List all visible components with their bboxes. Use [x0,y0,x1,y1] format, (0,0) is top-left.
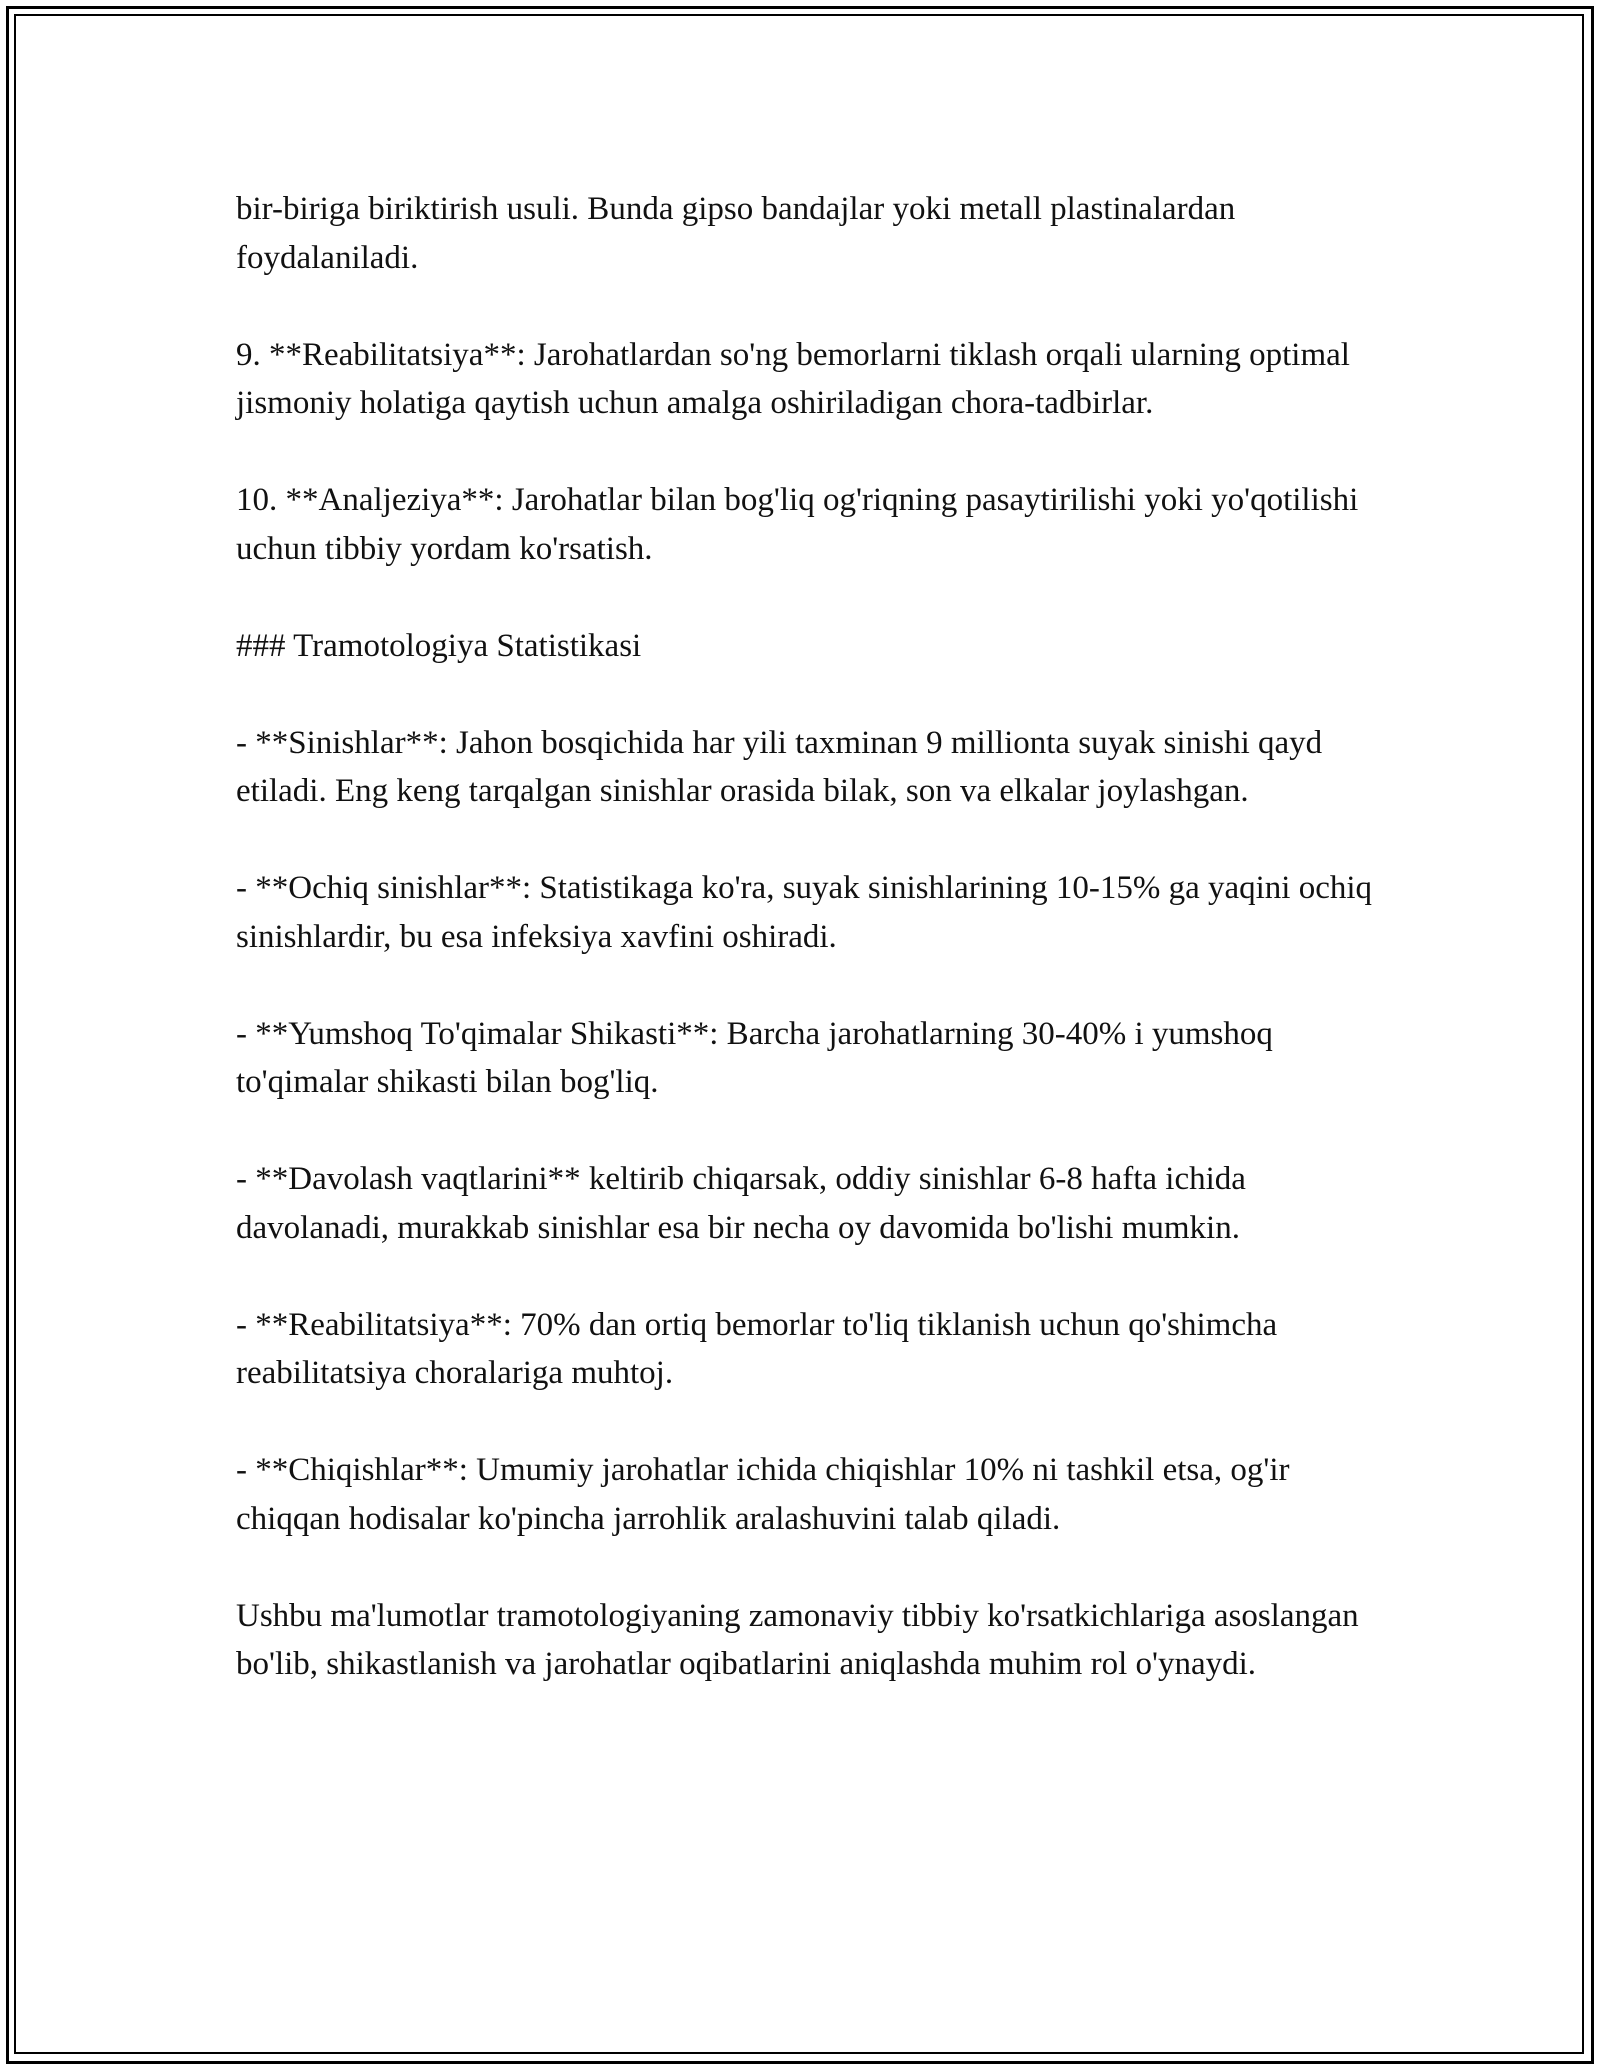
paragraph-conclusion: Ushbu ma'lumotlar tramotologiyaning zamonaviy tibbiy ko'rsatkichlariga asoslangan bo'lib, shikastlanish va jarohatlar oqibatlarini aniqlashda muhim rol o'ynaydi. [236,1597,1359,1682]
list-item-dislocations: - **Chiqishlar**: Umumiy jarohatlar ichida chiqishlar 10% ni tashkil etsa, og'ir chiqqan hodisalar ko'pincha jarrohlik aralashuvini talab qiladi. [236,1452,1290,1537]
section-heading-statistics: ### Tramotologiya Statistikasi [236,627,642,664]
list-item-treatment-times: - **Davolash vaqtlarini** keltirib chiqarsak, oddiy sinishlar 6-8 hafta ichida davolanadi, murakkab sinishlar esa bir necha oy davomida bo'lishi mumkin. [236,1161,1246,1246]
list-item-fractures: - **Sinishlar**: Jahon bosqichida har yili taxminan 9 millionta suyak sinishi qayd etiladi. Eng keng tarqalgan sinishlar orasida bilak, son va elkalar joylashgan. [236,724,1323,809]
list-item-open-fractures: - **Ochiq sinishlar**: Statistikaga ko'ra, suyak sinishlarining 10-15% ga yaqini ochiq sinishlardir, bu esa infeksiya xavfini oshiradi. [236,870,1373,955]
list-item-rehabilitation-stats: - **Reabilitatsiya**: 70% dan ortiq bemorlar to'liq tiklanish uchun qo'shimcha reabilitatsiya choralariga muhtoj. [236,1306,1278,1391]
paragraph-fixation-continued: bir-biriga biriktirish usuli. Bunda gipso bandajlar yoki metall plastinalardan foydalaniladi. [236,191,1236,276]
document-body [236,185,1386,1689]
paragraph-analgesia-definition: 10. **Analjeziya**: Jarohatlar bilan bog'liq og'riqning pasaytirilishi yoki yo'qotilishi uchun tibbiy yordam ko'rsatish. [236,482,1359,567]
paragraph-rehabilitation-definition: 9. **Reabilitatsiya**: Jarohatlardan so'ng bemorlarni tiklash orqali ularning optimal jismoniy holatiga qaytish uchun amalga oshiriladigan chora-tadbirlar. [236,336,1350,421]
list-item-soft-tissue-injury: - **Yumshoq To'qimalar Shikasti**: Barcha jarohatlarning 30-40% i yumshoq to'qimalar shikasti bilan bog'liq. [236,1015,1273,1100]
